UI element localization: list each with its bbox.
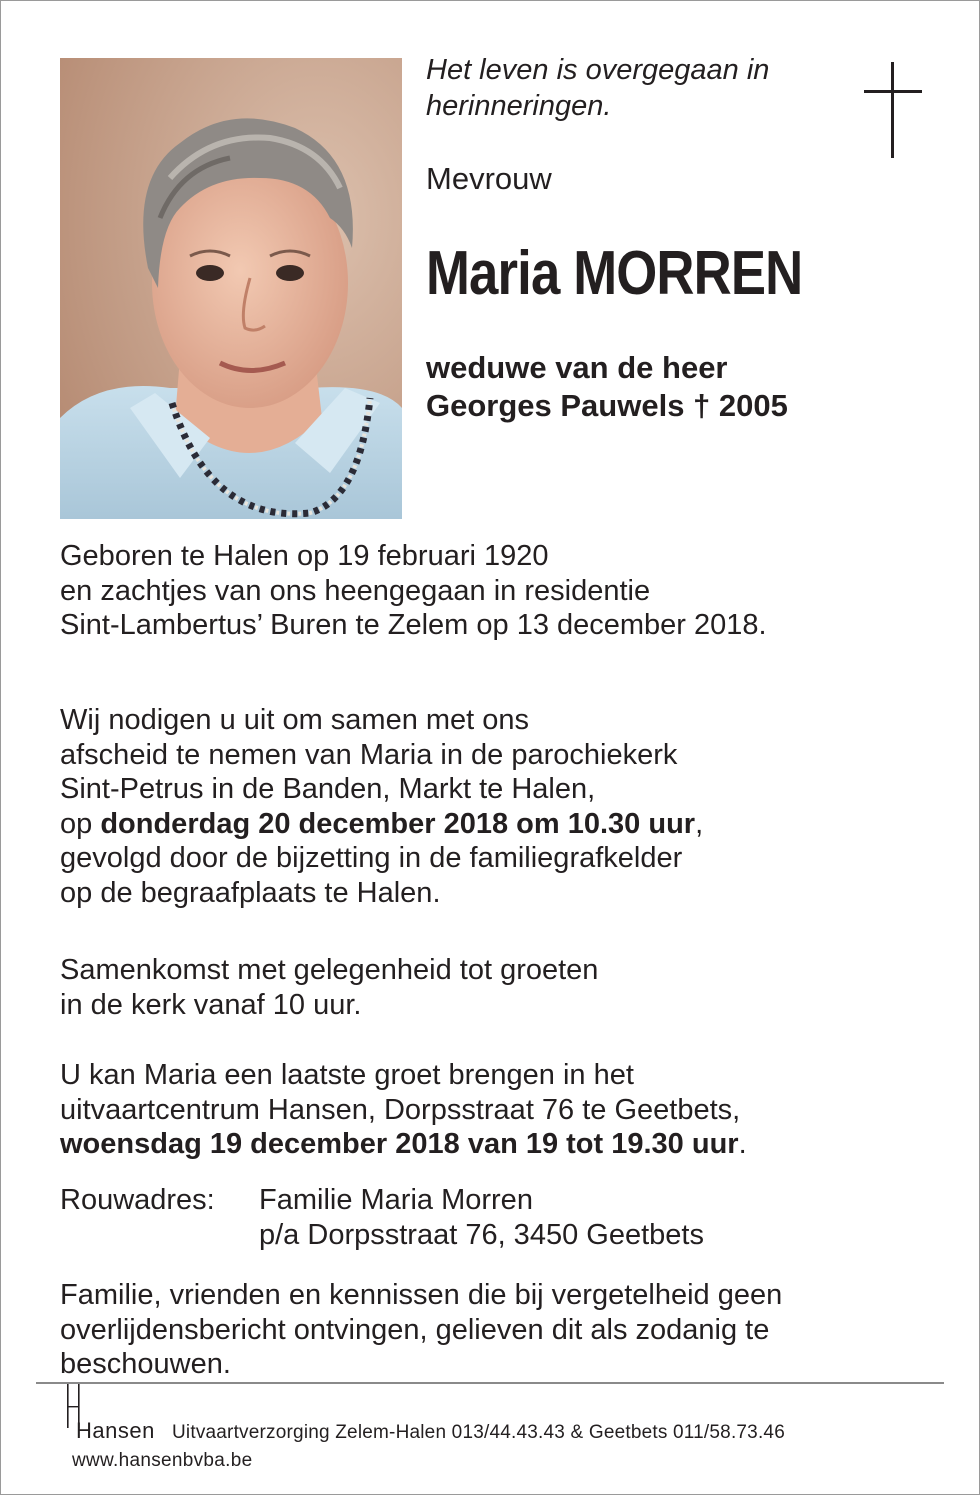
- visitation-date-line: [60, 1127, 747, 1162]
- ceremony-date-line: [60, 807, 703, 842]
- spouse-info: [426, 349, 788, 425]
- birth-death-paragraph: [60, 539, 767, 643]
- text-line: Samenkomst met gelegenheid tot groeten: [60, 954, 599, 986]
- visitation-paragraph: [60, 1058, 747, 1162]
- address-value: [259, 1183, 704, 1253]
- date-suffix: ,: [695, 807, 704, 840]
- text-line: in de kerk vanaf 10 uur.: [60, 988, 362, 1021]
- spouse-line: Georges Pauwels † 2005: [426, 388, 788, 423]
- address-line: p/a Dorpsstraat 76, 3450 Geetbets: [259, 1219, 704, 1251]
- text-line: en zachtjes van ons heengegaan in residentie: [60, 574, 651, 607]
- closing-paragraph: [60, 1278, 860, 1382]
- visitation-date: woensdag 19 december 2018 van 19 tot 19.30 uur: [60, 1128, 739, 1160]
- deceased-name: Maria MORREN: [426, 239, 803, 308]
- text-line: op de begraafplaats te Halen.: [60, 876, 441, 909]
- honorific: Mevrouw: [426, 161, 552, 196]
- epigraph: [426, 52, 846, 124]
- text-line: overlijdensbericht ontvingen, gelieven dit als zodanig te: [60, 1313, 770, 1346]
- text-line: Sint-Lambertus’ Buren te Zelem op 13 december 2018.: [60, 609, 767, 641]
- latin-cross-icon: [864, 62, 922, 158]
- funeral-home-contact: Uitvaartverzorging Zelem-Halen 013/44.43.43 & Geetbets 011/58.73.46: [172, 1422, 785, 1443]
- date-suffix: .: [738, 1128, 747, 1160]
- date-prefix: op: [60, 807, 101, 840]
- text-line: gevolgd door de bijzetting in de familiegrafkelder: [60, 842, 683, 874]
- text-line: afscheid te nemen van Maria in de parochiekerk: [60, 738, 678, 771]
- text-line: U kan Maria een laatste groet brengen in het: [60, 1059, 634, 1091]
- text-line: Sint-Petrus in de Banden, Markt te Halen,: [60, 773, 596, 805]
- text-line: Wij nodigen u uit om samen met ons: [60, 704, 530, 736]
- funeral-home-website[interactable]: www.hansenbvba.be: [72, 1450, 253, 1471]
- invitation-paragraph: [60, 703, 703, 910]
- text-line: Familie, vrienden en kennissen die bij vergetelheid geen: [60, 1279, 783, 1311]
- funeral-home-brand: Hansen: [76, 1418, 155, 1443]
- address-label: Rouwadres:: [60, 1184, 215, 1216]
- text-line: beschouwen.: [60, 1348, 231, 1380]
- text-line: uitvaartcentrum Hansen, Dorpsstraat 76 te Geetbets,: [60, 1093, 741, 1126]
- address-line: Familie Maria Morren: [259, 1184, 533, 1216]
- text-line: Geboren te Halen op 19 februari 1920: [60, 540, 549, 572]
- portrait-photo: [60, 58, 402, 519]
- spouse-line: weduwe van de heer: [426, 350, 728, 385]
- footer-divider: [36, 1382, 944, 1384]
- ceremony-date: donderdag 20 december 2018 om 10.30 uur: [100, 807, 696, 840]
- epigraph-line: Het leven is overgegaan in: [426, 54, 770, 86]
- epigraph-line: herinneringen.: [426, 90, 612, 122]
- gathering-paragraph: [60, 953, 598, 1022]
